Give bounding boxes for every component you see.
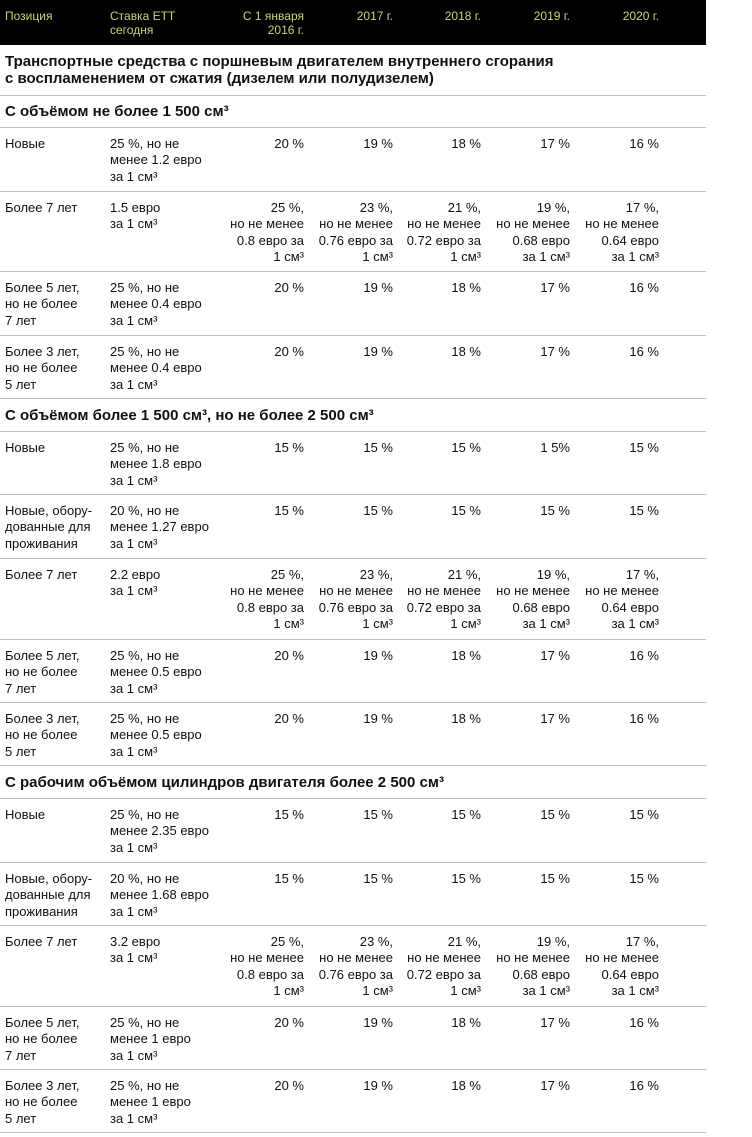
table-row (0, 863, 706, 926)
table-row (0, 703, 706, 766)
rate-today-cell: 20 %, но не менее 1.68 евро за 1 см³ (110, 871, 209, 919)
header-rate-today: Ставка ЕТТ сегодня (110, 9, 176, 37)
from-2016-cell: 15 % (274, 440, 304, 455)
rate-today-cell: 25 %, но не менее 1.8 евро за 1 см³ (110, 440, 202, 488)
y2019-cell: 19 %, но не менее 0.68 евро за 1 см³ (496, 934, 570, 999)
position-cell: Новые, обору- дованные для проживания (5, 871, 93, 919)
main-title: Транспортные средства с поршневым двигателем внутреннего сгорания с воспламенением от сжатия (дизелем или полудизелем) (0, 45, 706, 96)
position-cell: Более 5 лет, но не более 7 лет (5, 1015, 80, 1063)
position-cell: Новые (5, 807, 46, 822)
rate-today-cell: 25 %, но не менее 1 евро за 1 см³ (110, 1078, 191, 1126)
section-title: С объёмом более 1 500 см³, но не более 2 500 см³ (0, 399, 706, 432)
from-2016-cell: 15 % (274, 871, 304, 886)
y2018-cell: 18 % (451, 136, 481, 151)
y2017-cell: 19 % (363, 711, 393, 726)
table-row (0, 192, 706, 272)
y2020-cell: 17 %, но не менее 0.64 евро за 1 см³ (585, 567, 659, 632)
y2017-cell: 23 %, но не менее 0.76 евро за 1 см³ (318, 934, 393, 999)
y2020-cell: 16 % (629, 1078, 659, 1093)
table-row (0, 559, 706, 640)
header-from-2016: С 1 января 2016 г. (242, 9, 304, 37)
rate-today-cell: 25 %, но не менее 2.35 евро за 1 см³ (110, 807, 209, 855)
rate-today-cell: 25 %, но не менее 1.2 евро за 1 см³ (110, 136, 202, 184)
y2018-cell: 18 % (451, 1015, 481, 1030)
rate-today-cell: 20 %, но не менее 1.27 евро за 1 см³ (110, 503, 209, 551)
y2019-cell: 17 % (540, 1078, 570, 1093)
table-row (0, 495, 706, 559)
y2018-cell: 18 % (451, 711, 481, 726)
position-cell: Более 5 лет, но не более 7 лет (5, 280, 80, 328)
y2019-cell: 1 5% (540, 440, 570, 455)
y2019-cell: 15 % (540, 871, 570, 886)
y2018-cell: 18 % (451, 1078, 481, 1093)
table-row (0, 336, 706, 399)
table-row (0, 272, 706, 336)
position-cell: Новые, обору- дованные для проживания (5, 503, 93, 551)
from-2016-cell: 20 % (274, 711, 304, 726)
position-cell: Более 7 лет (5, 567, 78, 582)
y2019-cell: 19 %, но не менее 0.68 евро за 1 см³ (496, 567, 570, 632)
y2017-cell: 15 % (363, 503, 393, 518)
header-2018: 2018 г. (444, 9, 481, 23)
y2017-cell: 19 % (363, 1015, 393, 1030)
y2017-cell: 23 %, но не менее 0.76 евро за 1 см³ (318, 200, 393, 265)
position-cell: Более 5 лет, но не более 7 лет (5, 648, 80, 696)
y2019-cell: 17 % (540, 280, 570, 295)
y2017-cell: 19 % (363, 648, 393, 663)
from-2016-cell: 20 % (274, 136, 304, 151)
y2018-cell: 21 %, но не менее 0.72 евро за 1 см³ (406, 934, 481, 999)
position-cell: Более 3 лет, но не более 5 лет (5, 711, 80, 759)
y2019-cell: 17 % (540, 136, 570, 151)
table-body (0, 96, 706, 1133)
rate-today-cell: 25 %, но не менее 0.4 евро за 1 см³ (110, 280, 202, 328)
y2017-cell: 15 % (363, 871, 393, 886)
from-2016-cell: 15 % (274, 503, 304, 518)
header-2020: 2020 г. (622, 9, 659, 23)
rate-today-cell: 2.2 евро за 1 см³ (110, 567, 161, 599)
position-cell: Новые (5, 440, 46, 455)
position-cell: Более 7 лет (5, 934, 78, 949)
rate-today-cell: 25 %, но не менее 0.5 евро за 1 см³ (110, 648, 202, 696)
table-header (0, 0, 706, 45)
y2019-cell: 17 % (540, 344, 570, 359)
y2020-cell: 16 % (629, 280, 659, 295)
from-2016-cell: 20 % (274, 1078, 304, 1093)
rate-today-cell: 25 %, но не менее 0.4 евро за 1 см³ (110, 344, 202, 392)
header-2019: 2019 г. (533, 9, 570, 23)
table-row (0, 799, 706, 863)
from-2016-cell: 20 % (274, 344, 304, 359)
y2018-cell: 15 % (451, 440, 481, 455)
y2020-cell: 17 %, но не менее 0.64 евро за 1 см³ (585, 934, 659, 999)
table-row (0, 1007, 706, 1070)
y2018-cell: 18 % (451, 280, 481, 295)
y2020-cell: 15 % (629, 871, 659, 886)
y2017-cell: 15 % (363, 440, 393, 455)
y2018-cell: 15 % (451, 871, 481, 886)
y2019-cell: 17 % (540, 711, 570, 726)
table-row (0, 926, 706, 1007)
from-2016-cell: 25 %, но не менее 0.8 евро за 1 см³ (230, 200, 304, 265)
section-title: С рабочим объёмом цилиндров двигателя более 2 500 см³ (0, 766, 706, 799)
position-cell: Более 7 лет (5, 200, 78, 215)
y2020-cell: 15 % (629, 440, 659, 455)
y2017-cell: 23 %, но не менее 0.76 евро за 1 см³ (318, 567, 393, 632)
y2019-cell: 15 % (540, 503, 570, 518)
rate-today-cell: 25 %, но не менее 0.5 евро за 1 см³ (110, 711, 202, 759)
y2018-cell: 18 % (451, 648, 481, 663)
from-2016-cell: 20 % (274, 648, 304, 663)
y2020-cell: 17 %, но не менее 0.64 евро за 1 см³ (585, 200, 659, 265)
from-2016-cell: 15 % (274, 807, 304, 822)
y2017-cell: 19 % (363, 344, 393, 359)
y2018-cell: 21 %, но не менее 0.72 евро за 1 см³ (406, 200, 481, 265)
position-cell: Более 3 лет, но не более 5 лет (5, 344, 80, 392)
y2017-cell: 19 % (363, 1078, 393, 1093)
y2020-cell: 16 % (629, 344, 659, 359)
y2018-cell: 21 %, но не менее 0.72 евро за 1 см³ (406, 567, 481, 632)
header-position: Позиция (5, 9, 53, 23)
table-row (0, 128, 706, 192)
rate-today-cell: 1.5 евро за 1 см³ (110, 200, 161, 232)
y2017-cell: 19 % (363, 136, 393, 151)
from-2016-cell: 25 %, но не менее 0.8 евро за 1 см³ (230, 934, 304, 999)
y2017-cell: 19 % (363, 280, 393, 295)
from-2016-cell: 20 % (274, 1015, 304, 1030)
section-title: С объёмом не более 1 500 см³ (0, 96, 706, 128)
y2018-cell: 18 % (451, 344, 481, 359)
rate-today-cell: 3.2 евро за 1 см³ (110, 934, 161, 966)
position-cell: Более 3 лет, но не более 5 лет (5, 1078, 80, 1126)
table-row (0, 1070, 706, 1133)
table-row (0, 432, 706, 495)
y2020-cell: 16 % (629, 711, 659, 726)
table-row (0, 640, 706, 703)
y2020-cell: 16 % (629, 1015, 659, 1030)
y2019-cell: 15 % (540, 807, 570, 822)
y2018-cell: 15 % (451, 503, 481, 518)
y2017-cell: 15 % (363, 807, 393, 822)
y2018-cell: 15 % (451, 807, 481, 822)
from-2016-cell: 25 %, но не менее 0.8 евро за 1 см³ (230, 567, 304, 632)
y2019-cell: 17 % (540, 1015, 570, 1030)
y2019-cell: 19 %, но не менее 0.68 евро за 1 см³ (496, 200, 570, 265)
y2020-cell: 15 % (629, 807, 659, 822)
y2020-cell: 15 % (629, 503, 659, 518)
y2020-cell: 16 % (629, 136, 659, 151)
y2020-cell: 16 % (629, 648, 659, 663)
header-2017: 2017 г. (356, 9, 393, 23)
from-2016-cell: 20 % (274, 280, 304, 295)
position-cell: Новые (5, 136, 46, 151)
y2019-cell: 17 % (540, 648, 570, 663)
rate-today-cell: 25 %, но не менее 1 евро за 1 см³ (110, 1015, 191, 1063)
